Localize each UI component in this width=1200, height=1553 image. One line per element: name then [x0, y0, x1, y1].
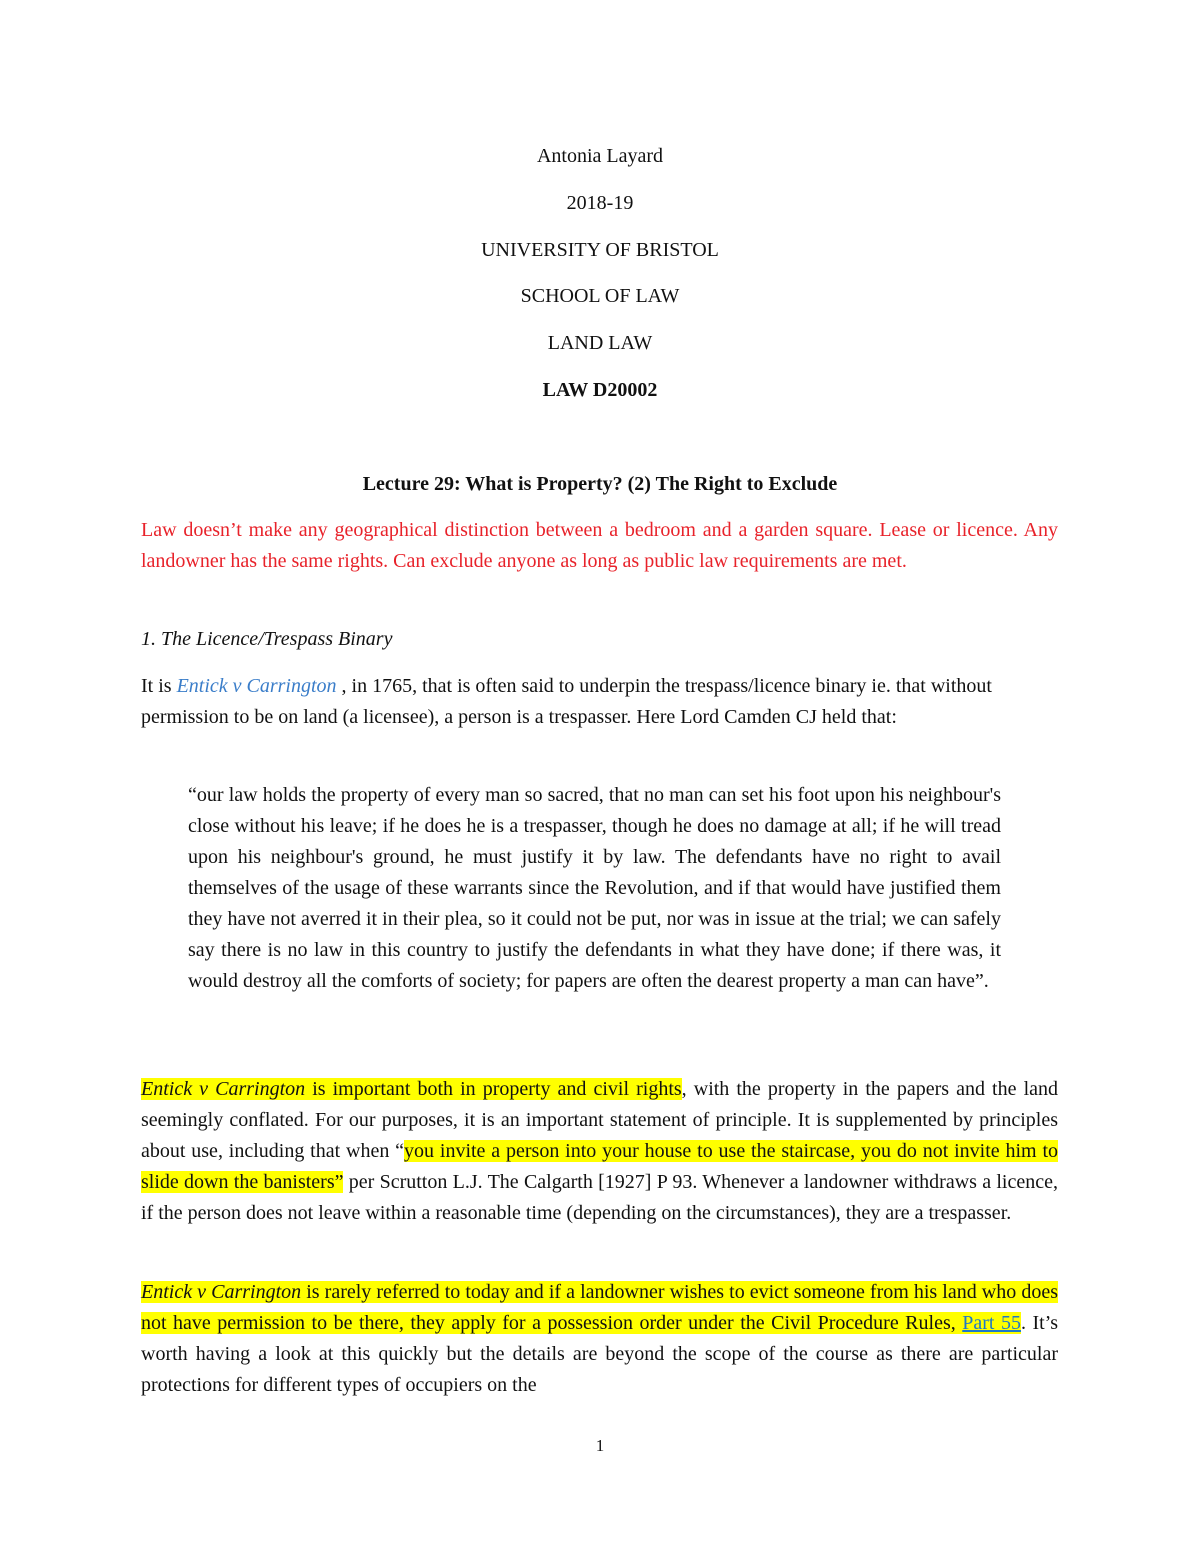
university-name: UNIVERSITY OF BRISTOL [481, 239, 719, 261]
highlight-1 [141, 1078, 682, 1100]
academic-year: 2018-19 [566, 192, 634, 214]
module-name: LAND LAW [547, 332, 653, 354]
module-code: LAW D20002 [542, 379, 658, 401]
case-name: Entick v Carrington [141, 1078, 306, 1100]
highlight-2: you invite a person into your house to use the staircase, you do not invite him to slide down the banisters” [141, 1140, 1058, 1193]
p2-text-mid: , with the property in the papers and the land seemingly conflated. For our purposes, it is an important statement of principle. It is supplemented by principles about use, including that when “ [141, 1078, 1058, 1162]
p2-text-end: per Scrutton L.J. The Calgarth [1927] P 93. Whenever a landowner withdraws a licence, if the person does not leave within a reasonable time (depending on the circumstances), they are a trespasser. [141, 1171, 1059, 1224]
section-heading: 1. The Licence/Trespass Binary [141, 628, 393, 650]
case-name: Entick v Carrington [176, 675, 337, 697]
part-55-link[interactable]: Part 55 [962, 1312, 1021, 1334]
case-name: Entick v Carrington [141, 1281, 302, 1303]
block-quote: “our law holds the property of every man so sacred, that no man can set his foot upon his neighbour's close without his leave; if he does he is a trespasser, though he does no damage at all; if he will tread upon his neighbour's ground, he must justify it by law. The defendants have no right to avail themselves of the usage of these warrants since the Revolution, and if that would have justified them they have not averred it in their plea, so it could not be put, nor was in issue at the trial; we can safely say there is no law in this country to justify the defendants in what they have done; if there was, it would destroy all the comforts of society; for papers are often the dearest property a man can have”. [188, 784, 1001, 992]
p1-text-end: , in 1765, that is often said to underpin the trespass/licence binary ie. that without permission to be on land (a licensee), a person is a trespasser. Here Lord Camden CJ held that: [141, 675, 992, 728]
author-name: Antonia Layard [536, 145, 664, 167]
p2-highlight-text: is important both in property and civil rights [305, 1078, 682, 1100]
p3-text-end: . It’s worth having a look at this quickly but the details are beyond the scope of the course as there are particular protections for different types of occupiers on the [141, 1312, 1058, 1396]
lecture-title: Lecture 29: What is Property? (2) The Right to Exclude [362, 473, 838, 495]
highlight-3 [141, 1281, 1058, 1334]
school-name: SCHOOL OF LAW [520, 285, 680, 307]
p1-text-start: It is [141, 675, 177, 697]
page-number: 1 [595, 1436, 605, 1455]
paragraph-2 [141, 1074, 1058, 1229]
paragraph-3 [141, 1277, 1058, 1401]
p3-highlight-text: is rarely referred to today and if a landowner wishes to evict someone from his land who does not have permission to be there, they apply for a possession order under the Civil Procedure Rules, [141, 1281, 1058, 1334]
paragraph-1 [141, 671, 1058, 733]
red-note: Law doesn’t make any geographical distinction between a bedroom and a garden square. Lease or licence. Any landowner has the same rights. Can exclude anyone as long as public law requirements are met. [141, 519, 1058, 572]
